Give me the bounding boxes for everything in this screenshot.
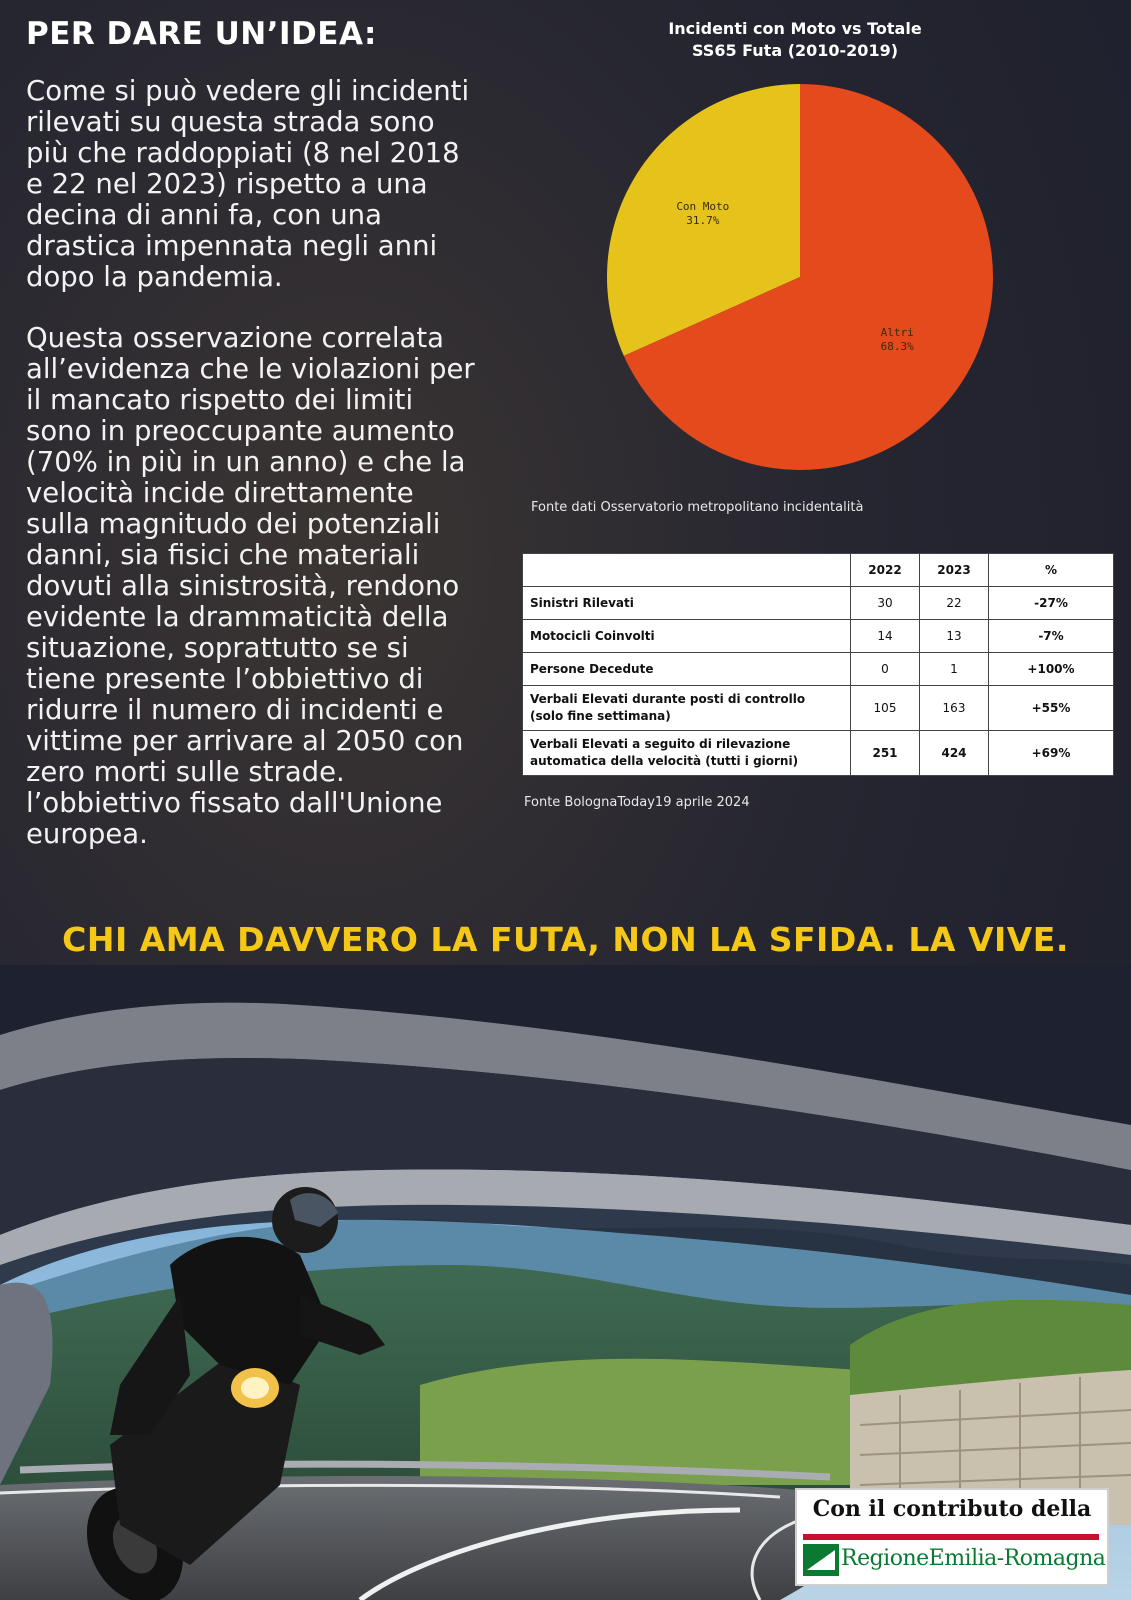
pie-chart — [600, 82, 1000, 482]
row-2023: 1 — [920, 653, 989, 686]
paragraph-2: Questa osservazione correlata all’evidenza che le violazioni per il mancato rispetto dei limiti sono in preoccupante aumento (70% in più in un anno) e che la velocità incide direttamente sulla magnitudo dei potenziali danni, sia fisici che materiali dovuti alla sinistrosità, rendono evidente la drammaticità della situazione, soprattutto se si tiene presente l’obbiettivo di ridurre il numero di incidenti e vittime per arrivare al 2050 con zero morti sulle strade. l’obbiettivo fissato dall'Unione europea. — [26, 322, 475, 850]
table-row — [523, 686, 1114, 731]
pie-label-name: Con Moto — [676, 200, 730, 214]
pie-source: Fonte dati Osservatorio metropolitano incidentalità — [531, 500, 864, 515]
row-label: Sinistri Rilevati — [523, 587, 851, 620]
heading: PER DARE UN’IDEA: — [26, 16, 377, 52]
table-row — [523, 731, 1114, 776]
header-2023: 2023 — [920, 554, 989, 587]
row-2023: 22 — [920, 587, 989, 620]
regione-logo-icon — [803, 1544, 839, 1576]
row-2022: 30 — [851, 587, 920, 620]
table-header-row — [523, 554, 1114, 587]
table-row — [523, 653, 1114, 686]
row-pct: -27% — [989, 587, 1114, 620]
chart-title-line-1: Incidenti con Moto vs Totale — [668, 19, 922, 38]
header-pct: % — [989, 554, 1114, 587]
row-pct: -7% — [989, 620, 1114, 653]
row-2022: 105 — [851, 686, 920, 731]
row-label: Persone Decedute — [523, 653, 851, 686]
row-pct: +69% — [989, 731, 1114, 776]
header-2022: 2022 — [851, 554, 920, 587]
sponsor-line-1: Con il contributo della — [812, 1496, 1092, 1522]
row-2023: 424 — [920, 731, 989, 776]
row-2022: 0 — [851, 653, 920, 686]
sponsor-bar — [803, 1534, 1099, 1540]
row-2023: 13 — [920, 620, 989, 653]
paragraph-1: Come si può vedere gli incidenti rilevati su questa strada sono più che raddoppiati (8 nel 2018 e 22 nel 2023) rispetto a una decina di anni fa, con una drastica impennata negli anni dopo la pandemia. — [26, 75, 470, 293]
pie-label-value: 68.3% — [880, 339, 914, 353]
row-2023: 163 — [920, 686, 989, 731]
table-source: Fonte BolognaToday19 aprile 2024 — [524, 795, 750, 810]
body-text — [26, 76, 516, 880]
row-pct: +100% — [989, 653, 1114, 686]
sponsor-line-2: RegioneEmilia-Romagna — [841, 1546, 1106, 1571]
row-label: Motocicli Coinvolti — [523, 620, 851, 653]
row-label: Verbali Elevati durante posti di controllo (solo fine settimana) — [523, 686, 851, 731]
chart-title — [620, 18, 970, 62]
row-pct: +55% — [989, 686, 1114, 731]
slogan: CHI AMA DAVVERO LA FUTA, NON LA SFIDA. LA VIVE. — [62, 920, 1069, 959]
sponsor-badge — [795, 1488, 1109, 1586]
row-2022: 14 — [851, 620, 920, 653]
table-row — [523, 587, 1114, 620]
stats-table — [522, 553, 1114, 776]
pie-label-name: Altri — [880, 325, 914, 339]
chart-title-line-2: SS65 Futa (2010-2019) — [691, 41, 899, 60]
row-label: Verbali Elevati a seguito di rilevazione automatica della velocità (tutti i giorni) — [523, 731, 851, 776]
header-label — [523, 554, 851, 587]
pie-label-value: 31.7% — [686, 214, 720, 228]
table-row — [523, 620, 1114, 653]
row-2022: 251 — [851, 731, 920, 776]
